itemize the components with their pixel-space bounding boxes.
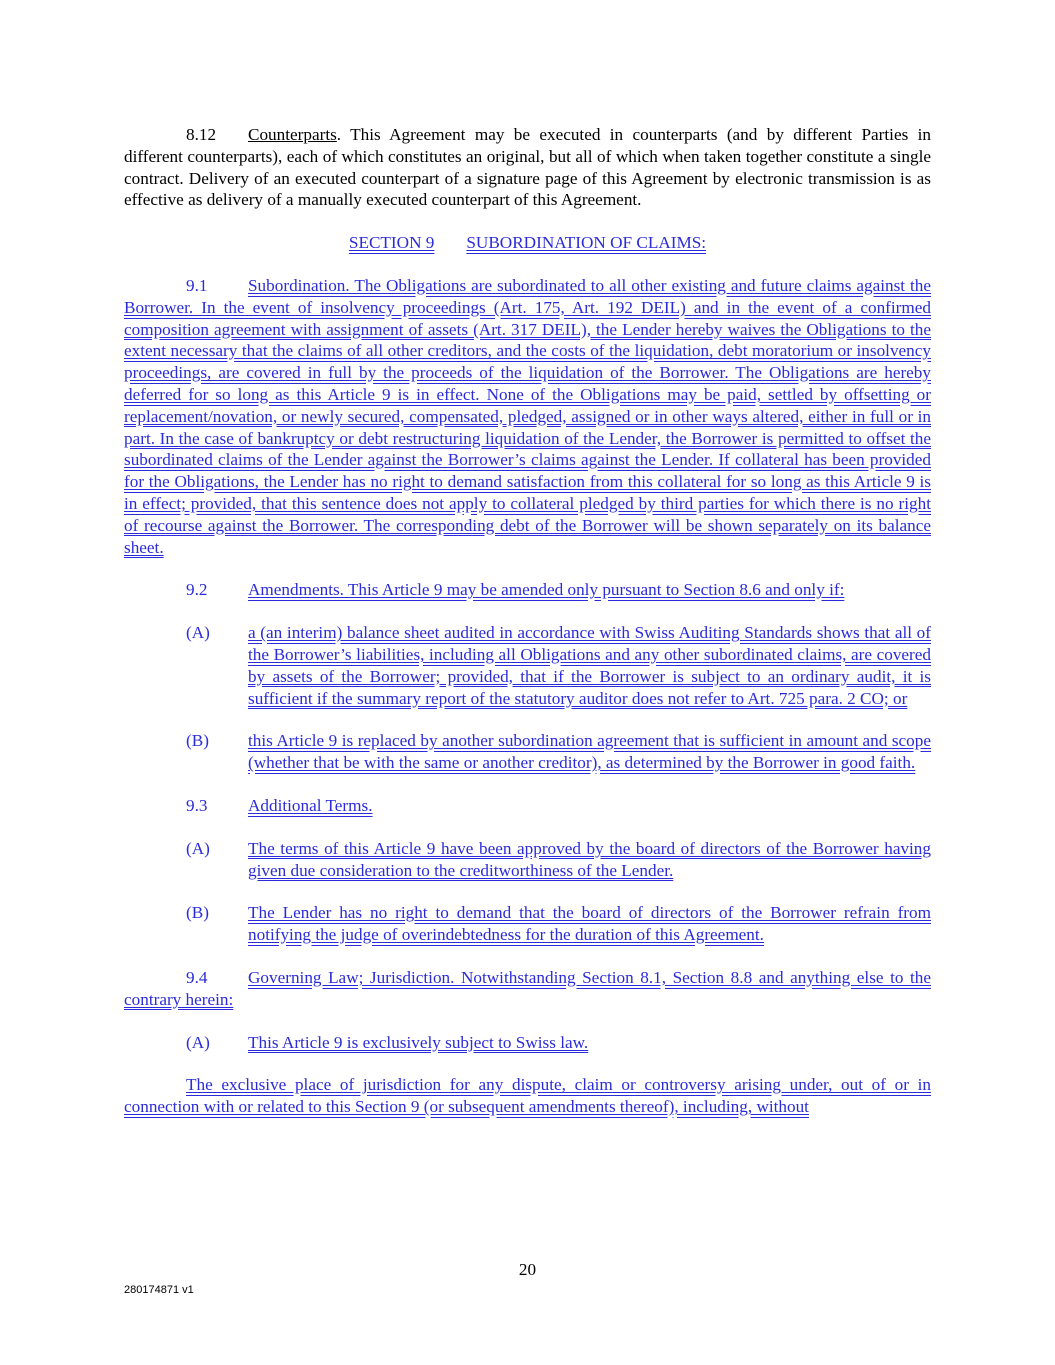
clause-text: a (an interim) balance sheet audited in accordance with Swiss Auditing Standards shows that all of the Borrower’s liabilities, including all Obligations and any other subordinated claims, are covered by assets of the Borrower; provided, that if the Borrower is subject to an ordinary audit, it is sufficient if the summary report of the statutory auditor does not refer to Art. 725 para. 2 CO; or: [248, 623, 931, 708]
clause-text: The terms of this Article 9 have been approved by the board of directors of the Borrower having given due consideration to the creditworthiness of the Lender.: [248, 838, 931, 880]
clause-label: (B): [186, 731, 209, 751]
section-9-4-paragraph: [124, 967, 931, 1011]
jurisdiction-paragraph: [124, 1074, 931, 1118]
document-id: 280174871 v1: [124, 1284, 194, 1296]
section-text: Subordination. The Obligations are subordinated to all other existing and future claims against the Borrower. In the event of insolvency proceedings (Art. 175, Art. 192 DEIL) and in the event of a confirmed composition agreement with assignment of assets (Art. 317 DEIL), the Lender hereby waives the Obligations to the extent necessary that the claims of all other creditors, and the costs of the liquidation, debt moratorium or insolvency proceedings, are covered in full by the proceeds of the liquidation of the Borrower. The Obligations are hereby deferred for so long as this Article 9 is in effect. None of the Obligations may be paid, settled by offsetting or replacement/novation, or newly secured, compensated, pledged, assigned or in other ways altered, either in full or in part. In the case of bankruptcy or debt restructuring liquidation of the Lender, the Borrower is permitted to offset the subordinated claims of the Lender against the Borrower’s claims against the Lender. If collateral has been provided for the Obligations, the Lender has no right to demand satisfaction from this collateral for so long as this Article 9 is in effect; provided, that this sentence does not apply to collateral pledged by third parties for which there is no right of recourse against the Borrower. The corresponding debt of the Borrower will be shown separately on its balance sheet.: [124, 275, 931, 557]
section-8-12-paragraph: [124, 124, 931, 211]
section-heading-title: SUBORDINATION OF CLAIMS:: [466, 233, 707, 253]
clause-label: (B): [186, 903, 209, 923]
section-text: Additional Terms.: [248, 795, 373, 815]
section-text: Amendments. This Article 9 may be amended only pursuant to Section 8.6 and only if:: [248, 580, 845, 600]
section-number: 8.12: [186, 125, 217, 144]
section-9-2-paragraph: [186, 579, 931, 601]
clause-9-2-b: [186, 730, 931, 774]
clause-label: (A): [186, 1032, 210, 1052]
clause-9-3-a: [186, 838, 931, 882]
document-page: [124, 124, 931, 1139]
section-9-heading: [124, 232, 931, 254]
section-text: The exclusive place of jurisdiction for any dispute, claim or controversy arising under, out of or in connection with or related to this Section 9 (or subsequent amendments thereof), including, without: [124, 1075, 931, 1117]
section-number: 9.2: [186, 580, 208, 600]
section-title: Counterparts: [248, 125, 337, 144]
clause-9-3-b: [186, 902, 931, 946]
clause-text: This Article 9 is exclusively subject to Swiss law.: [248, 1032, 589, 1052]
clause-9-4-a: [186, 1032, 931, 1054]
section-number: 9.3: [186, 795, 208, 815]
section-label: SECTION 9: [348, 233, 435, 253]
section-text: Governing Law; Jurisdiction. Notwithstanding Section 8.1, Section 8.8 and anything else to the contrary herein:: [124, 967, 931, 1009]
section-number: 9.1: [186, 275, 208, 295]
section-number: 9.4: [186, 967, 208, 987]
clause-label: (A): [186, 838, 210, 858]
clause-text: The Lender has no right to demand that the board of directors of the Borrower refrain from notifying the judge of overindebtedness for the duration of this Agreement.: [248, 903, 931, 945]
page-number: 20: [518, 1260, 537, 1279]
clause-label: (A): [186, 623, 210, 643]
clause-9-2-a: [186, 622, 931, 709]
section-9-3-paragraph: [186, 795, 931, 817]
clause-text: this Article 9 is replaced by another subordination agreement that is sufficient in amount and scope (whether that be with the same or another creditor), as determined by the Borrower in good faith.: [248, 731, 931, 773]
section-text: . This Agreement may be executed in counterparts (and by different Parties in different counterparts), each of which constitutes an original, but all of which when taken together constitute a single contract. Delivery of an executed counterpart of a signature page of this Agreement by electronic transmission is as effective as delivery of a manually executed counterpart of this Agreement.: [124, 125, 931, 210]
section-9-1-paragraph: [124, 275, 931, 558]
